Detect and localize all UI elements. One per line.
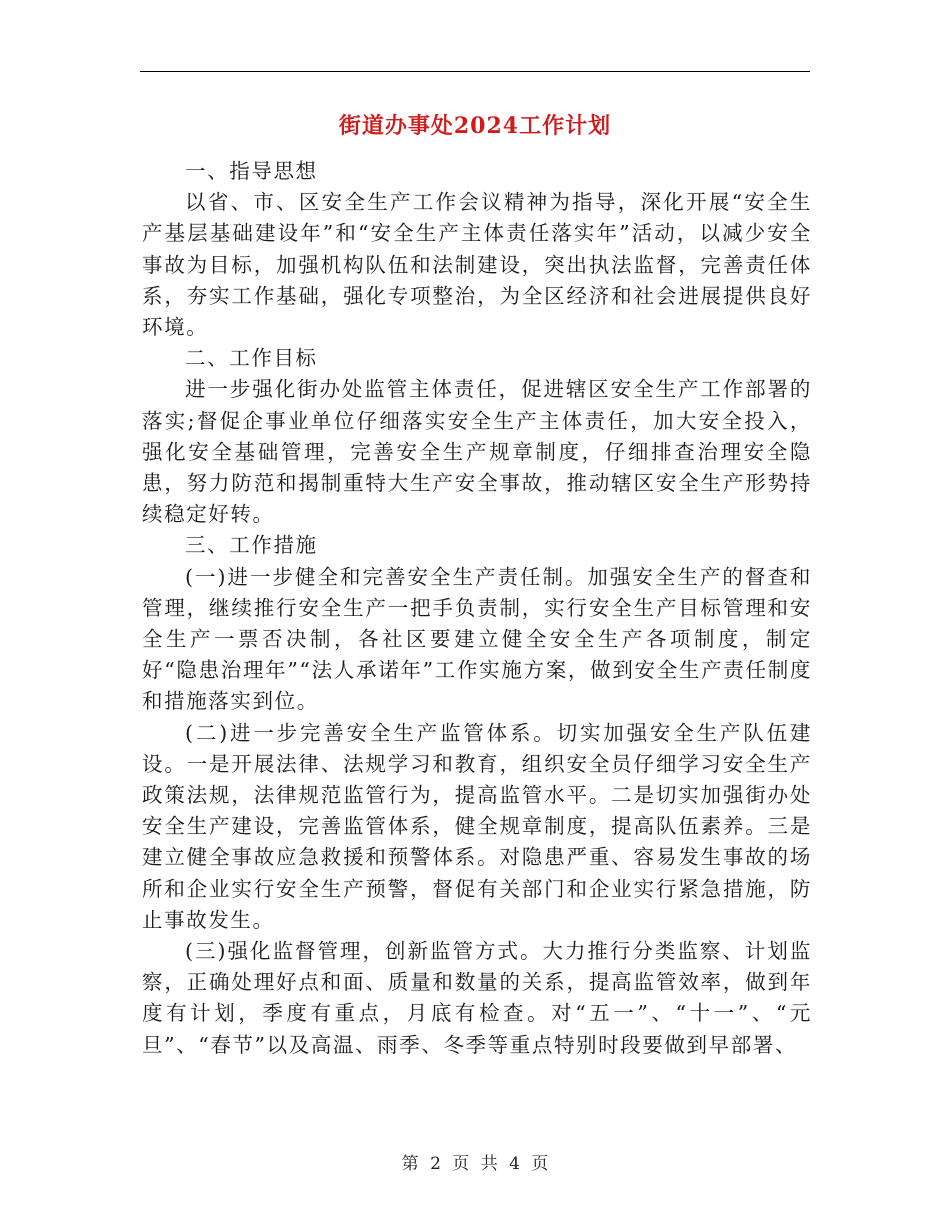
paragraph: (三)强化监督管理，创新监管方式。大力推行分类监察、计划监察，正确处理好点和面、质量和数量的关系，提高监管效率，做到年度有计划，季度有重点，月底有检查。对“五一”、“十一”、“元旦”、“春节”以及高温、雨季、冬季等重点特别时段要做到早部署、 bbox=[142, 939, 812, 1057]
document-body bbox=[142, 156, 812, 1061]
section-heading: 一、指导思想 bbox=[185, 159, 318, 183]
paragraph: 进一步强化街办处监管主体责任，促进辖区安全生产工作部署的落实;督促企事业单位仔细落实安全生产主体责任，加大安全投入，强化安全基础管理，完善安全生产规章制度，仔细排查治理安全隐患，努力防范和揭制重特大生产安全事故，推动辖区安全生产形势持续稳定好转。 bbox=[142, 377, 812, 527]
paragraph: (二)进一步完善安全生产监管体系。切实加强安全生产队伍建设。一是开展法律、法规学习和教育，组织安全员仔细学习安全生产政策法规，法律规范监管行为，提高监管水平。二是切实加强街办处安全生产建设，完善监管体系，健全规章制度，提高队伍素养。三是建立健全事故应急救援和预警体系。对隐患严重、容易发生事故的场所和企业实行安全生产预警，督促有关部门和企业实行紧急措施，防止事故发生。 bbox=[142, 720, 812, 932]
page-number-footer: 第 2 页 共 4 页 bbox=[401, 1154, 549, 1174]
header-rule bbox=[140, 71, 810, 72]
document-title: 街道办事处2024工作计划 bbox=[338, 113, 612, 139]
section-heading: 二、工作目标 bbox=[185, 346, 318, 371]
paragraph: 以省、市、区安全生产工作会议精神为指导，深化开展“安全生产基层基础建设年”和“安全生产主体责任落实年”活动，以减少安全事故为目标，加强机构队伍和法制建设，突出执法监督，完善责任体系，夯实工作基础，强化专项整治，为全区经济和社会进展提供良好环境。 bbox=[142, 190, 812, 340]
section-heading: 三、工作措施 bbox=[185, 533, 318, 558]
paragraph: (一)进一步健全和完善安全生产责任制。加强安全生产的督查和管理，继续推行安全生产一把手负责制，实行安全生产目标管理和安全生产一票否决制，各社区要建立健全安全生产各项制度，制定好“隐患治理年”“法人承诺年”工作实施方案，做到安全生产责任制度和措施落实到位。 bbox=[142, 564, 812, 714]
